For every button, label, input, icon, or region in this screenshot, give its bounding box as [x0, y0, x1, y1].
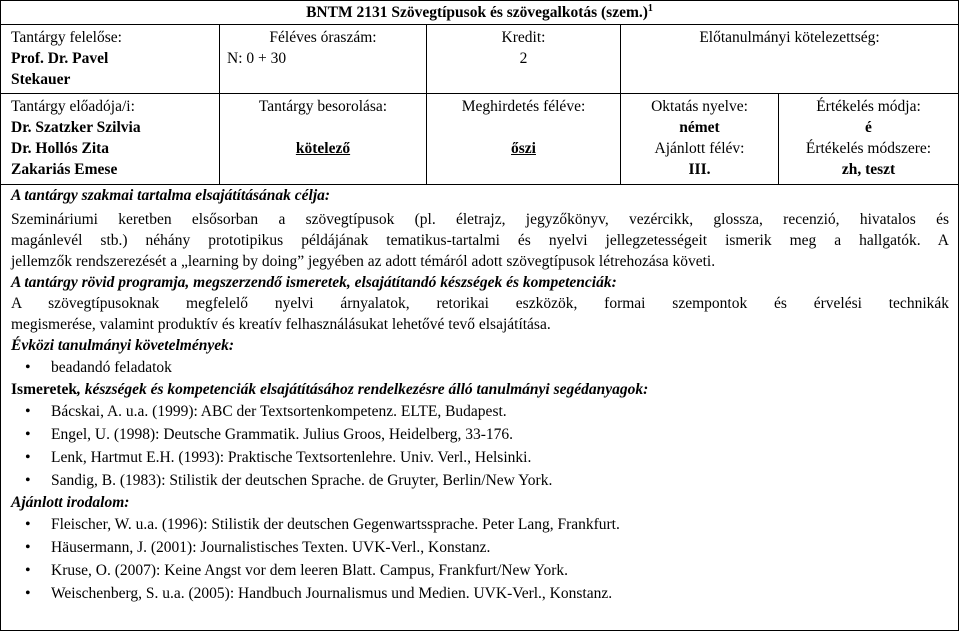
requirements-heading: Évközi tanulmányi követelmények:: [11, 337, 235, 354]
classification-value: kötelező: [295, 140, 351, 157]
list-item: • Fleischer, W. u.a. (1996): Stilistik der deutschen Gegenwartssprache. Peter Lang, Frankfurt.: [11, 513, 949, 536]
classification-cell: [220, 96, 426, 159]
language-cell: [621, 96, 778, 180]
list-item: • Engel, U. (1998): Deutsche Grammatik. Julius Groos, Heidelberg, 33-176.: [11, 423, 949, 446]
responsible-name-1: Prof. Dr. Pavel: [11, 50, 109, 67]
literature-heading: Ajánlott irodalom:: [11, 494, 130, 511]
recommended-value: III.: [688, 161, 711, 178]
lecturer-name-1: Dr. Szatzker Szilvia: [11, 119, 141, 136]
program-line-2: megismerése, valamint produktív és kreatív felhasználásukat lehetővé tevő elsajátítása.: [11, 316, 551, 333]
goal-line-1: Szemináriumi keretben elsősorban a szövegtípusok (pl. életrajz, jegyzőkönyv, vezércikk, glossza, recenzió, hivatalos és: [11, 211, 949, 228]
hours-label: Féléves óraszám:: [269, 29, 377, 46]
list-item: • Bácskai, A. u.a. (1999): ABC der Textsortenkompetenz. ELTE, Budapest.: [11, 400, 949, 423]
responsible-label: Tantárgy felelőse:: [11, 29, 122, 46]
responsible-cell: [11, 27, 216, 90]
list-item: • beadandó feladatok: [11, 356, 949, 379]
row-divider: [1, 93, 958, 94]
requirements-list: [11, 356, 949, 379]
program-line-1: A szövegtípusoknak megfelelő nyelvi árnyalatok, retorikai eszközök, formai szempontok és érvelési technikák: [11, 295, 949, 312]
lecturer-name-3: Zakariás Emese: [11, 161, 118, 178]
language-value: német: [679, 119, 720, 136]
goal-line-3: jellemzők rendszerezését a „learning by doing” jegyében az adott témáról adott szövegtípusok létrehozása követi.: [11, 253, 716, 270]
semester-cell: [427, 96, 620, 159]
eval-method-label: Értékelés módszere:: [805, 140, 932, 157]
list-item: • Weischenberg, S. u.a. (2005): Handbuch Journalismus und Medien. UVK-Verl., Konstanz.: [11, 582, 949, 605]
list-item: • Häusermann, J. (2001): Journalistisches Texten. UVK-Verl., Konstanz.: [11, 536, 949, 559]
evaluation-cell: [779, 96, 958, 180]
lecturer-name-2: Dr. Hollós Zita: [11, 140, 110, 157]
program-heading: A tantárgy rövid programja, megszerzendő ismeretek, elsajátítandó készségek és kompetenciák:: [11, 274, 617, 291]
eval-method-value: zh, teszt: [841, 161, 896, 178]
course-title: BNTM 2131 Szövegtípusok és szövegalkotás (szem.)$^1$: [306, 2, 653, 21]
responsible-name-2: Stekauer: [11, 71, 71, 88]
course-description: [11, 184, 949, 605]
lecturer-cell: [11, 96, 216, 180]
language-label: Oktatás nyelve:: [651, 98, 748, 115]
list-item: • Kruse, O. (2007): Keine Angst vor dem leeren Blatt. Campus, Frankfurt/New York.: [11, 559, 949, 582]
prereq-cell: [621, 27, 958, 48]
list-item: • Lenk, Hartmut E.H. (1993): Praktische Textsortenlehre. Univ. Verl., Helsinki.: [11, 446, 949, 469]
list-item: • Sandig, B. (1983): Stilistik der deutschen Sprache. de Gruyter, Berlin/New York.: [11, 469, 949, 492]
eval-mode-value: é: [865, 119, 872, 136]
materials-list: [11, 400, 949, 492]
semester-value: őszi: [511, 140, 536, 157]
lecturer-label: Tantárgy előadója/i:: [11, 98, 135, 115]
goal-heading: A tantárgy szakmai tartalma elsajátításának célja:: [11, 187, 331, 204]
credit-label: Kredit:: [501, 29, 546, 46]
classification-label: Tantárgy besorolása:: [258, 98, 388, 115]
hours-value: N: 0 + 30: [227, 50, 287, 67]
semester-label: Meghirdetés féléve:: [461, 98, 586, 115]
hours-cell: [220, 27, 426, 69]
recommended-label: Ajánlott félév:: [654, 140, 745, 157]
eval-mode-label: Értékelés módja:: [816, 98, 921, 115]
literature-list: [11, 513, 949, 605]
prereq-label: Előtanulmányi kötelezettség:: [699, 29, 880, 46]
footnote-marker: 1: [647, 2, 653, 14]
credit-cell: [427, 27, 620, 69]
header-divider: [1, 24, 958, 25]
goal-line-2: magánlevél stb.) néhány prototipikus példájának tematikus-tartalmi és nyelvi jellegzetességeit ismerik meg a hallgatók. A: [11, 232, 949, 249]
credit-value: 2: [519, 50, 528, 67]
materials-heading: Ismeretek, készségek és kompetenciák elsajátításához rendelkezésre álló tanulmányi segédanyagok:: [11, 381, 649, 398]
